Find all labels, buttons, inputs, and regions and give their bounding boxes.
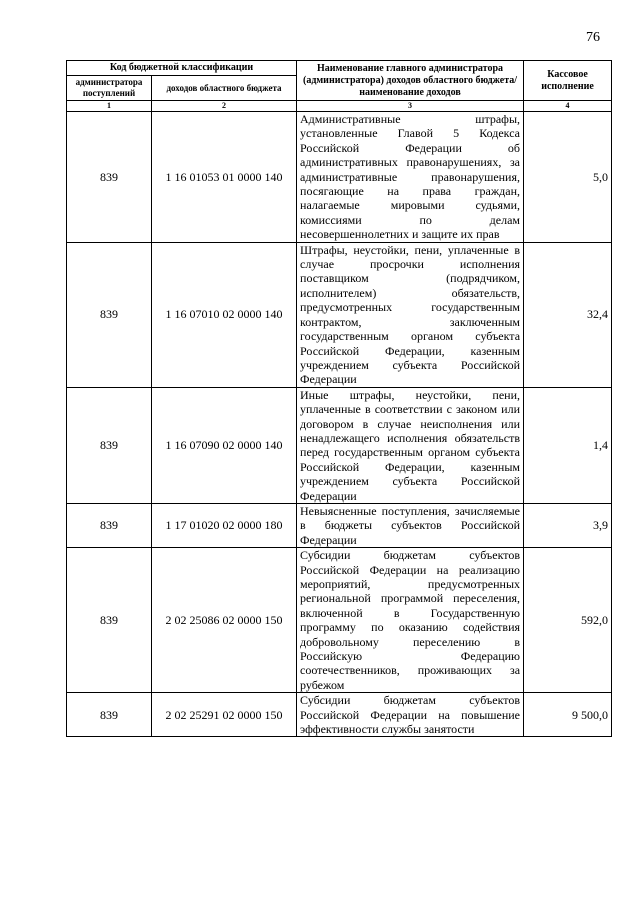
admin-code-cell: 839 bbox=[67, 387, 152, 503]
table-row bbox=[67, 112, 612, 243]
income-name-cell: Штрафы, неустойки, пени, уплаченные в случае просрочки исполнения поставщиком (подрядчиком, исполнителем) обязательств, предусмотренных государственным контрактом, заключенным государственным органом субъекта Российской Федерации, казенным учреждением субъекта Российской Федерации bbox=[297, 242, 524, 387]
table-row bbox=[67, 693, 612, 737]
income-code-cell: 1 16 07090 02 0000 140 bbox=[152, 387, 297, 503]
income-code-cell: 2 02 25086 02 0000 150 bbox=[152, 548, 297, 693]
income-name-cell: Административные штрафы, установленные Главой 5 Кодекса Российской Федерации об административных правонарушениях, за административные правонарушения, посягающие на права граждан, налагаемые мировыми судьями, комиссиями по делам несовершеннолетних и защите их прав bbox=[297, 112, 524, 243]
header-admin-code: администратора поступлений bbox=[67, 76, 152, 101]
admin-code-cell: 839 bbox=[67, 242, 152, 387]
amount-cell: 1,4 bbox=[524, 387, 612, 503]
budget-table bbox=[66, 60, 612, 737]
column-number: 2 bbox=[152, 101, 297, 112]
admin-code-cell: 839 bbox=[67, 548, 152, 693]
income-name-cell: Субсидии бюджетам субъектов Российской Федерации на реализацию мероприятий, предусмотренных региональной программой переселения, включенной в Государственную программу по оказанию содействия добровольному переселению в Российскую Федерацию соотечественников, проживающих за рубежом bbox=[297, 548, 524, 693]
amount-cell: 3,9 bbox=[524, 503, 612, 547]
header-budget-code: Код бюджетной классификации bbox=[67, 61, 297, 76]
income-code-cell: 1 17 01020 02 0000 180 bbox=[152, 503, 297, 547]
income-name-cell: Иные штрафы, неустойки, пени, уплаченные в соответствии с законом или договором в случае неисполнения или ненадлежащего исполнения обязательств перед государственным органом субъекта Российской Федерации, казенным учреждением субъекта Российской Федерации bbox=[297, 387, 524, 503]
income-name-cell: Субсидии бюджетам субъектов Российской Федерации на повышение эффективности службы занятости bbox=[297, 693, 524, 737]
column-number: 1 bbox=[67, 101, 152, 112]
amount-cell: 32,4 bbox=[524, 242, 612, 387]
table-row bbox=[67, 503, 612, 547]
column-number: 4 bbox=[524, 101, 612, 112]
table-header-row bbox=[67, 61, 612, 76]
table-row bbox=[67, 387, 612, 503]
header-income-code: доходов областного бюджета bbox=[152, 76, 297, 101]
table-row bbox=[67, 548, 612, 693]
amount-cell: 9 500,0 bbox=[524, 693, 612, 737]
admin-code-cell: 839 bbox=[67, 693, 152, 737]
page-number: 76 bbox=[586, 30, 600, 45]
income-code-cell: 1 16 01053 01 0000 140 bbox=[152, 112, 297, 243]
column-number: 3 bbox=[297, 101, 524, 112]
admin-code-cell: 839 bbox=[67, 503, 152, 547]
header-name: Наименование главного администратора (администратора) доходов областного бюджета/ наименование доходов bbox=[297, 61, 524, 101]
income-code-cell: 1 16 07010 02 0000 140 bbox=[152, 242, 297, 387]
column-number-row bbox=[67, 101, 612, 112]
amount-cell: 5,0 bbox=[524, 112, 612, 243]
admin-code-cell: 839 bbox=[67, 112, 152, 243]
income-code-cell: 2 02 25291 02 0000 150 bbox=[152, 693, 297, 737]
amount-cell: 592,0 bbox=[524, 548, 612, 693]
header-cash-execution: Кассовое исполнение bbox=[524, 61, 612, 101]
income-name-cell: Невыясненные поступления, зачисляемые в бюджеты субъектов Российской Федерации bbox=[297, 503, 524, 547]
table-row bbox=[67, 242, 612, 387]
